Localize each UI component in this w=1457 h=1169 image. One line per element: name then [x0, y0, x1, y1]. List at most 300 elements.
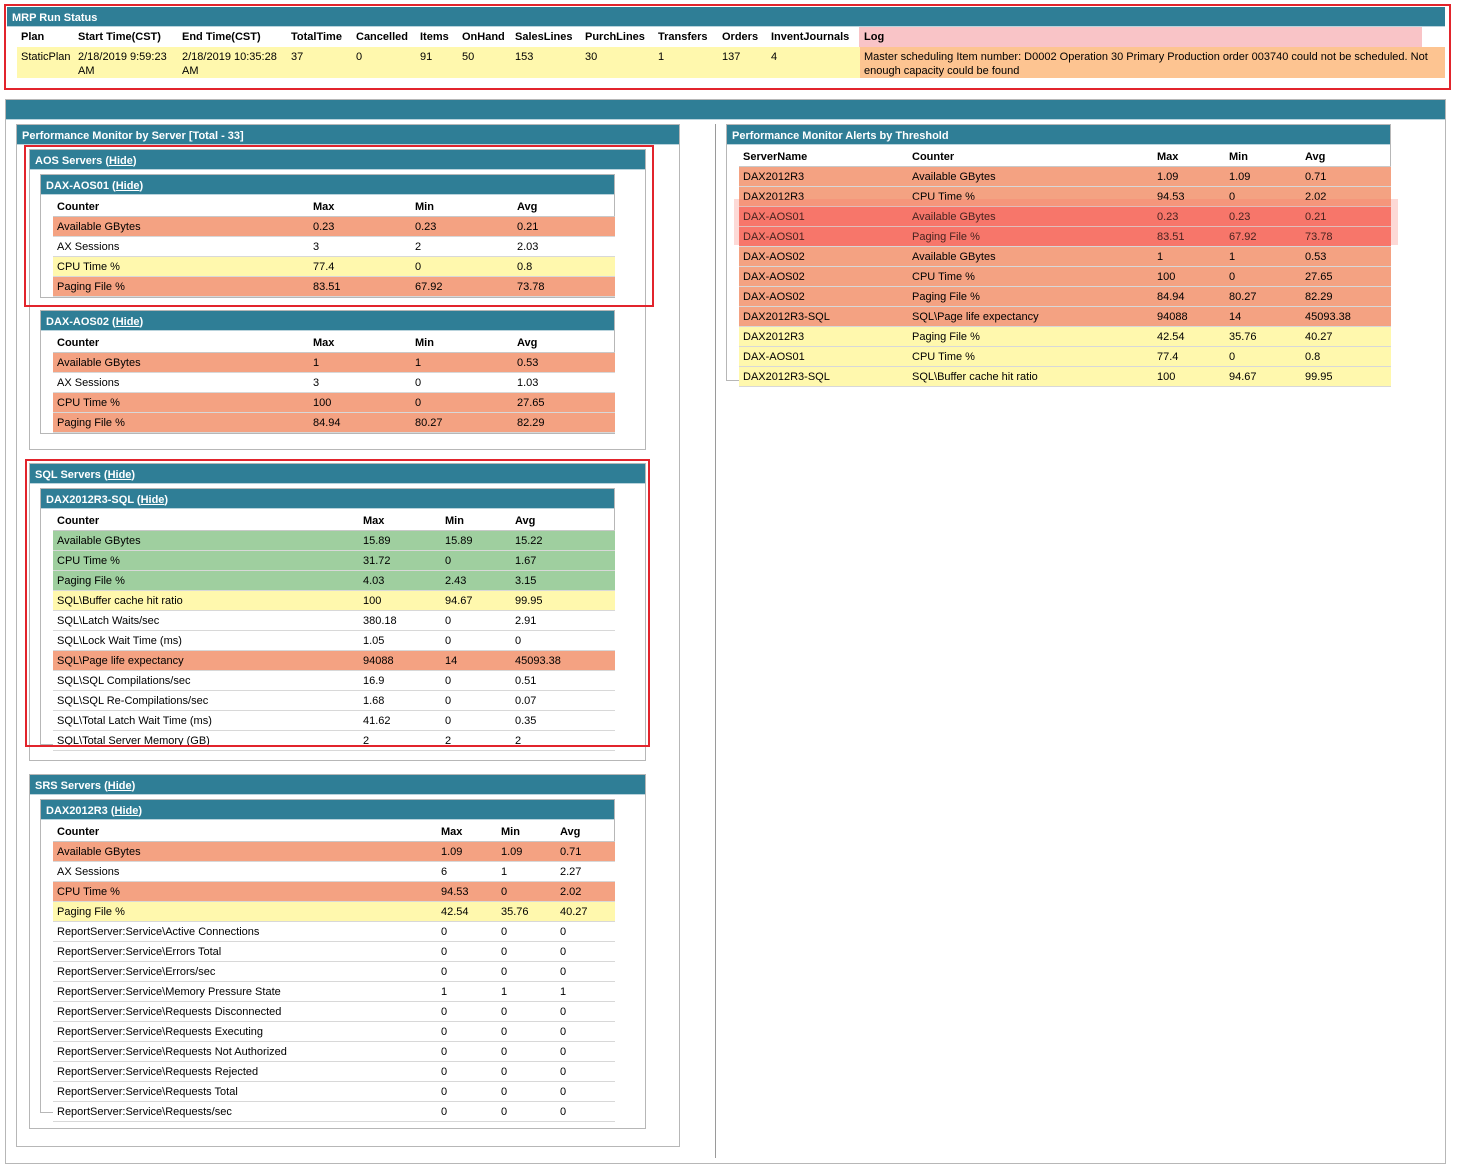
alerts-table: [739, 147, 1391, 387]
mrp-col-purchlines: PurchLines: [585, 31, 645, 43]
sql-cell-avg: 1.67: [511, 551, 615, 571]
mrp-data-row: [17, 47, 1445, 78]
srs-row-reportserver-service-requests-executing: [53, 1022, 615, 1042]
srs-cell-counter: ReportServer:Service\Requests/sec: [53, 1102, 437, 1122]
aos01-cell-max: 3: [309, 237, 411, 257]
alerts-title: Performance Monitor Alerts by Threshold: [732, 130, 949, 142]
alerts-cell-min: 94.67: [1225, 367, 1301, 387]
sql-cell-max: 31.72: [359, 551, 441, 571]
sql-row-sql-sql-compilations-sec: [53, 671, 615, 691]
sql-cell-min: 2.43: [441, 571, 511, 591]
sql-cell-counter: Available GBytes: [53, 531, 359, 551]
sql-cell-avg: 15.22: [511, 531, 615, 551]
srs-cell-avg: 0: [556, 962, 615, 982]
alerts-cell-max: 83.51: [1153, 227, 1225, 247]
srs-cell-min: 0: [497, 1102, 556, 1122]
alerts-row: [739, 367, 1391, 387]
srs-cell-min: 0: [497, 1082, 556, 1102]
mrp-col-inventjournals: InventJournals: [771, 31, 850, 43]
srs-cell-counter: CPU Time %: [53, 882, 437, 902]
srs-cell-min: 1: [497, 862, 556, 882]
mrp-col-transfers: Transfers: [658, 31, 708, 43]
sql-cell-max: 2: [359, 731, 441, 751]
sql-cell-counter: SQL\Page life expectancy: [53, 651, 359, 671]
alerts-cell-server: DAX2012R3: [739, 167, 908, 187]
sql-cell-min: 15.89: [441, 531, 511, 551]
aos02-row-cpu-time: [53, 393, 615, 413]
srs-row-ax-sessions: [53, 862, 615, 882]
mrp-cell-cancelled: 0: [352, 47, 416, 78]
alerts-cell-max: 1.09: [1153, 167, 1225, 187]
sql-cell-counter: SQL\SQL Re-Compilations/sec: [53, 691, 359, 711]
alerts-cell-counter: Paging File %: [908, 227, 1153, 247]
srs-cell-avg: 0.71: [556, 842, 615, 862]
mrp-col-saleslines: SalesLines: [515, 31, 573, 43]
sql-cell-min: 0: [441, 611, 511, 631]
alerts-cell-counter: CPU Time %: [908, 187, 1153, 207]
alerts-cell-max: 94088: [1153, 307, 1225, 327]
mrp-col-end-time: End Time(CST): [182, 31, 261, 43]
srs-counter-table: [53, 822, 615, 1122]
aos02-cell-avg: 1.03: [513, 373, 615, 393]
srs-cell-counter: Paging File %: [53, 902, 437, 922]
alerts-cell-min: 0: [1225, 347, 1301, 367]
srs-cell-max: 1.09: [437, 842, 497, 862]
sql-row-sql-latch-waits-sec: [53, 611, 615, 631]
sql-cell-max: 15.89: [359, 531, 441, 551]
sql-cell-min: 0: [441, 671, 511, 691]
mrp-cell-items: 91: [416, 47, 458, 78]
aos01-col-max: Max: [309, 197, 411, 217]
sql-cell-avg: 99.95: [511, 591, 615, 611]
perf-by-server-title: Performance Monitor by Server [Total - 33]: [22, 130, 244, 142]
sql-col-max: Max: [359, 511, 441, 531]
sql-server-name: DAX2012R3-SQL: [46, 494, 134, 506]
aos02-counter-table: [53, 333, 615, 433]
sql-row-sql-sql-re-compilations-sec: [53, 691, 615, 711]
alerts-cell-avg: 40.27: [1301, 327, 1391, 347]
sql-server-hide-link[interactable]: Hide: [140, 494, 165, 506]
srs-cell-max: 0: [437, 1062, 497, 1082]
sql-row-available-gbytes: [53, 531, 615, 551]
sql-cell-counter: SQL\SQL Compilations/sec: [53, 671, 359, 691]
srs-cell-min: 0: [497, 1022, 556, 1042]
srs-row-reportserver-service-requests-rejected: [53, 1062, 615, 1082]
srs-row-paging-file: [53, 902, 615, 922]
srs-cell-counter: ReportServer:Service\Requests Not Authorized: [53, 1042, 437, 1062]
aos-group-title: AOS Servers: [35, 155, 103, 167]
alerts-cell-max: 42.54: [1153, 327, 1225, 347]
alerts-cell-max: 100: [1153, 267, 1225, 287]
sql-cell-avg: 0.35: [511, 711, 615, 731]
sql-counter-table: [53, 511, 615, 751]
mrp-header-row: [17, 28, 1445, 47]
srs-group-hide-link[interactable]: Hide: [107, 780, 132, 792]
srs-cell-avg: 40.27: [556, 902, 615, 922]
aos02-row-paging-file: [53, 413, 615, 433]
mrp-cell-end-time: 2/18/2019 10:35:28 AM: [178, 47, 287, 78]
srs-cell-avg: 0: [556, 1042, 615, 1062]
aos02-server-block: [40, 310, 615, 434]
srs-cell-max: 0: [437, 1102, 497, 1122]
srs-cell-counter: ReportServer:Service\Requests Executing: [53, 1022, 437, 1042]
srs-col-max: Max: [437, 822, 497, 842]
aos01-cell-max: 0.23: [309, 217, 411, 237]
srs-cell-avg: 2.02: [556, 882, 615, 902]
alerts-cell-counter: SQL\Buffer cache hit ratio: [908, 367, 1153, 387]
sql-col-min: Min: [441, 511, 511, 531]
sql-cell-counter: SQL\Latch Waits/sec: [53, 611, 359, 631]
aos02-cell-max: 1: [309, 353, 411, 373]
alerts-cell-server: DAX-AOS01: [739, 347, 908, 367]
alerts-cell-min: 67.92: [1225, 227, 1301, 247]
aos02-cell-counter: Available GBytes: [53, 353, 309, 373]
sql-cell-max: 1.68: [359, 691, 441, 711]
srs-cell-max: 0: [437, 922, 497, 942]
mrp-col-total-time: TotalTime: [291, 31, 342, 43]
alerts-cell-avg: 0.8: [1301, 347, 1391, 367]
mrp-cell-transfers: 1: [654, 47, 718, 78]
alerts-cell-server: DAX2012R3: [739, 187, 908, 207]
alerts-row: [739, 347, 1391, 367]
aos01-cell-max: 77.4: [309, 257, 411, 277]
alerts-col-avg: Avg: [1301, 147, 1391, 167]
srs-cell-avg: 0: [556, 1002, 615, 1022]
aos01-row-available-gbytes: [53, 217, 615, 237]
mrp-col-onhand: OnHand: [462, 31, 505, 43]
alerts-cell-min: 1: [1225, 247, 1301, 267]
aos01-cell-min: 67.92: [411, 277, 513, 297]
srs-cell-counter: ReportServer:Service\Requests Total: [53, 1082, 437, 1102]
sql-cell-max: 41.62: [359, 711, 441, 731]
alerts-cell-avg: 82.29: [1301, 287, 1391, 307]
sql-cell-max: 1.05: [359, 631, 441, 651]
sql-cell-avg: 0: [511, 631, 615, 651]
aos02-cell-max: 3: [309, 373, 411, 393]
srs-cell-counter: ReportServer:Service\Errors/sec: [53, 962, 437, 982]
srs-cell-max: 0: [437, 1082, 497, 1102]
alerts-cell-avg: 0.21: [1301, 207, 1391, 227]
mrp-cell-orders: 137: [718, 47, 767, 78]
aos01-hide-link[interactable]: Hide: [115, 180, 140, 192]
mrp-col-log: Log: [864, 31, 885, 43]
aos02-title-bar: DAX-AOS02 (Hide): [41, 311, 614, 331]
aos02-cell-avg: 0.53: [513, 353, 615, 373]
sql-cell-min: 0: [441, 631, 511, 651]
alerts-cell-min: 0.23: [1225, 207, 1301, 227]
srs-row-reportserver-service-requests-not-authorized: [53, 1042, 615, 1062]
alerts-row: [739, 287, 1391, 307]
alerts-cell-server: DAX-AOS01: [739, 227, 908, 247]
mrp-section: [7, 7, 1445, 85]
srs-cell-max: 0: [437, 1022, 497, 1042]
alerts-header-row: [739, 147, 1391, 167]
alerts-col-max: Max: [1153, 147, 1225, 167]
srs-row-reportserver-service-requests-disconnected: [53, 1002, 615, 1022]
aos02-col-max: Max: [309, 333, 411, 353]
alerts-panel: [726, 124, 1391, 381]
alerts-cell-server: DAX2012R3: [739, 327, 908, 347]
alerts-row: [739, 307, 1391, 327]
srs-cell-counter: ReportServer:Service\Active Connections: [53, 922, 437, 942]
sql-cell-avg: 2.91: [511, 611, 615, 631]
srs-col-counter: Counter: [53, 822, 437, 842]
srs-group-title-bar: SRS Servers (Hide): [30, 775, 645, 795]
aos02-hide-link[interactable]: Hide: [115, 316, 140, 328]
alerts-cell-server: DAX-AOS01: [739, 207, 908, 227]
srs-col-min: Min: [497, 822, 556, 842]
alerts-cell-counter: Available GBytes: [908, 167, 1153, 187]
mrp-col-cancelled: Cancelled: [356, 31, 408, 43]
mrp-col-start-time: Start Time(CST): [78, 31, 161, 43]
srs-group-title: SRS Servers: [35, 780, 102, 792]
aos02-cell-counter: CPU Time %: [53, 393, 309, 413]
mrp-cell-total-time: 37: [287, 47, 352, 78]
srs-row-cpu-time: [53, 882, 615, 902]
srs-cell-max: 94.53: [437, 882, 497, 902]
srs-cell-counter: ReportServer:Service\Memory Pressure State: [53, 982, 437, 1002]
alerts-cell-max: 1: [1153, 247, 1225, 267]
alerts-cell-min: 0: [1225, 267, 1301, 287]
alerts-cell-avg: 0.53: [1301, 247, 1391, 267]
sql-cell-counter: Paging File %: [53, 571, 359, 591]
sql-cell-min: 14: [441, 651, 511, 671]
sql-row-sql-total-server-memory-gb: [53, 731, 615, 751]
aos01-title-bar: DAX-AOS01 (Hide): [41, 175, 614, 195]
srs-cell-min: 0: [497, 1002, 556, 1022]
sql-server-title-bar: DAX2012R3-SQL (Hide): [41, 489, 614, 509]
sql-cell-avg: 3.15: [511, 571, 615, 591]
alerts-cell-min: 35.76: [1225, 327, 1301, 347]
srs-cell-min: 0: [497, 942, 556, 962]
aos01-cell-avg: 0.8: [513, 257, 615, 277]
srs-cell-counter: ReportServer:Service\Errors Total: [53, 942, 437, 962]
aos01-cell-counter: AX Sessions: [53, 237, 309, 257]
srs-server-title-bar: DAX2012R3 (Hide): [41, 800, 614, 820]
aos01-counter-table: [53, 197, 615, 297]
alerts-row: [739, 227, 1391, 247]
alerts-cell-counter: Available GBytes: [908, 207, 1153, 227]
main-title-bar: [6, 100, 1445, 120]
srs-cell-min: 1: [497, 982, 556, 1002]
sql-cell-counter: CPU Time %: [53, 551, 359, 571]
aos01-server-block: [40, 174, 615, 298]
aos01-cell-min: 2: [411, 237, 513, 257]
srs-col-avg: Avg: [556, 822, 615, 842]
aos01-cell-min: 0: [411, 257, 513, 277]
aos01-header-row: [53, 197, 615, 217]
srs-row-reportserver-service-requests-sec: [53, 1102, 615, 1122]
alerts-cell-min: 0: [1225, 187, 1301, 207]
aos-group-hide-link[interactable]: Hide: [109, 155, 133, 167]
alerts-cell-max: 100: [1153, 367, 1225, 387]
alerts-cell-avg: 45093.38: [1301, 307, 1391, 327]
aos02-cell-counter: Paging File %: [53, 413, 309, 433]
aos02-cell-counter: AX Sessions: [53, 373, 309, 393]
sql-cell-max: 4.03: [359, 571, 441, 591]
srs-row-reportserver-service-errors-sec: [53, 962, 615, 982]
sql-server-block: [40, 488, 615, 745]
mrp-col-items: Items: [420, 31, 449, 43]
alerts-cell-avg: 99.95: [1301, 367, 1391, 387]
aos02-cell-avg: 27.65: [513, 393, 615, 413]
sql-cell-min: 94.67: [441, 591, 511, 611]
srs-cell-avg: 0: [556, 922, 615, 942]
aos01-cell-min: 0.23: [411, 217, 513, 237]
srs-server-block: [40, 799, 615, 1118]
alerts-cell-counter: Available GBytes: [908, 247, 1153, 267]
aos01-row-ax-sessions: [53, 237, 615, 257]
sql-cell-max: 380.18: [359, 611, 441, 631]
srs-cell-avg: 2.27: [556, 862, 615, 882]
sql-group-title: SQL Servers: [35, 469, 101, 481]
sql-cell-max: 94088: [359, 651, 441, 671]
sql-cell-min: 0: [441, 551, 511, 571]
srs-header-row: [53, 822, 615, 842]
srs-cell-counter: AX Sessions: [53, 862, 437, 882]
mrp-col-plan: Plan: [21, 31, 45, 43]
srs-cell-max: 0: [437, 1002, 497, 1022]
alerts-cell-server: DAX-AOS02: [739, 267, 908, 287]
srs-cell-avg: 0: [556, 1102, 615, 1122]
aos02-col-avg: Avg: [513, 333, 615, 353]
aos01-col-min: Min: [411, 197, 513, 217]
aos02-cell-avg: 82.29: [513, 413, 615, 433]
srs-cell-min: 0: [497, 1042, 556, 1062]
aos-group-title-bar: AOS Servers (Hide): [30, 150, 645, 170]
mrp-cell-start-time: 2/18/2019 9:59:23 AM: [74, 47, 178, 78]
sql-cell-min: 2: [441, 731, 511, 751]
alerts-cell-min: 80.27: [1225, 287, 1301, 307]
srs-row-available-gbytes: [53, 842, 615, 862]
aos02-col-counter: Counter: [53, 333, 309, 353]
aos02-cell-min: 80.27: [411, 413, 513, 433]
alerts-cell-max: 0.23: [1153, 207, 1225, 227]
alerts-col-servername: ServerName: [739, 147, 908, 167]
sql-cell-avg: 45093.38: [511, 651, 615, 671]
srs-cell-max: 42.54: [437, 902, 497, 922]
srs-cell-min: 0: [497, 962, 556, 982]
column-divider: [715, 124, 716, 1158]
alerts-row: [739, 267, 1391, 287]
srs-cell-counter: Available GBytes: [53, 842, 437, 862]
aos02-cell-min: 1: [411, 353, 513, 373]
aos02-server-name: DAX-AOS02: [46, 316, 109, 328]
mrp-cell-inventjournals: 4: [767, 47, 860, 78]
alerts-cell-counter: Paging File %: [908, 327, 1153, 347]
mrp-cell-log: Master scheduling Item number: D0002 Operation 30 Primary Production order 003740 could not be scheduled. Not enough capacity could be found: [860, 47, 1445, 78]
srs-cell-min: 35.76: [497, 902, 556, 922]
aos02-header-row: [53, 333, 615, 353]
perf-by-server-title-bar: [17, 125, 679, 145]
mrp-col-orders: Orders: [722, 31, 759, 43]
alerts-title-bar: [727, 125, 1390, 145]
sql-group-title-bar: SQL Servers (Hide): [30, 464, 645, 484]
srs-cell-max: 0: [437, 1042, 497, 1062]
sql-row-sql-lock-wait-time-ms: [53, 631, 615, 651]
alerts-cell-max: 77.4: [1153, 347, 1225, 367]
sql-header-row: [53, 511, 615, 531]
aos02-row-available-gbytes: [53, 353, 615, 373]
sql-cell-counter: SQL\Total Server Memory (GB): [53, 731, 359, 751]
sql-row-sql-page-life-expectancy: [53, 651, 615, 671]
sql-cell-avg: 2: [511, 731, 615, 751]
mrp-table: [17, 28, 1445, 78]
alerts-cell-counter: CPU Time %: [908, 267, 1153, 287]
alerts-cell-counter: SQL\Page life expectancy: [908, 307, 1153, 327]
mrp-cell-plan: StaticPlan: [17, 47, 74, 78]
mrp-title-bar: [7, 7, 1445, 27]
aos01-cell-counter: Available GBytes: [53, 217, 309, 237]
sql-cell-min: 0: [441, 691, 511, 711]
alerts-row: [739, 207, 1391, 227]
sql-cell-avg: 0.51: [511, 671, 615, 691]
alerts-cell-server: DAX2012R3-SQL: [739, 367, 908, 387]
aos01-cell-max: 83.51: [309, 277, 411, 297]
srs-row-reportserver-service-active-connections: [53, 922, 615, 942]
alerts-cell-server: DAX-AOS02: [739, 287, 908, 307]
mrp-cell-saleslines: 153: [511, 47, 581, 78]
alerts-row: [739, 247, 1391, 267]
srs-cell-max: 6: [437, 862, 497, 882]
alerts-cell-counter: Paging File %: [908, 287, 1153, 307]
mrp-title: MRP Run Status: [12, 12, 98, 24]
alerts-cell-avg: 73.78: [1301, 227, 1391, 247]
alerts-cell-server: DAX2012R3-SQL: [739, 307, 908, 327]
sql-cell-counter: SQL\Total Latch Wait Time (ms): [53, 711, 359, 731]
mrp-cell-onhand: 50: [458, 47, 511, 78]
aos02-col-min: Min: [411, 333, 513, 353]
aos02-cell-min: 0: [411, 393, 513, 413]
alerts-cell-min: 1.09: [1225, 167, 1301, 187]
alerts-col-min: Min: [1225, 147, 1301, 167]
srs-server-hide-link[interactable]: Hide: [114, 805, 139, 817]
srs-cell-counter: ReportServer:Service\Requests Rejected: [53, 1062, 437, 1082]
alerts-col-counter: Counter: [908, 147, 1153, 167]
srs-cell-min: 0: [497, 882, 556, 902]
sql-row-sql-buffer-cache-hit-ratio: [53, 591, 615, 611]
srs-cell-max: 1: [437, 982, 497, 1002]
sql-group-hide-link[interactable]: Hide: [107, 469, 132, 481]
sql-row-sql-total-latch-wait-time-ms: [53, 711, 615, 731]
aos02-cell-max: 84.94: [309, 413, 411, 433]
srs-cell-max: 0: [437, 942, 497, 962]
srs-row-reportserver-service-memory-pressure-state: [53, 982, 615, 1002]
alerts-row: [739, 327, 1391, 347]
aos02-row-ax-sessions: [53, 373, 615, 393]
alerts-row: [739, 167, 1391, 187]
aos01-cell-avg: 0.21: [513, 217, 615, 237]
aos01-cell-avg: 73.78: [513, 277, 615, 297]
srs-cell-avg: 1: [556, 982, 615, 1002]
alerts-cell-server: DAX-AOS02: [739, 247, 908, 267]
aos01-col-counter: Counter: [53, 197, 309, 217]
sql-cell-max: 100: [359, 591, 441, 611]
sql-row-cpu-time: [53, 551, 615, 571]
srs-row-reportserver-service-errors-total: [53, 942, 615, 962]
sql-cell-avg: 0.07: [511, 691, 615, 711]
aos01-cell-counter: CPU Time %: [53, 257, 309, 277]
srs-row-reportserver-service-requests-total: [53, 1082, 615, 1102]
srs-cell-min: 0: [497, 1062, 556, 1082]
srs-server-name: DAX2012R3: [46, 805, 108, 817]
aos02-cell-max: 100: [309, 393, 411, 413]
mrp-cell-purchlines: 30: [581, 47, 654, 78]
srs-cell-avg: 0: [556, 1062, 615, 1082]
aos02-cell-min: 0: [411, 373, 513, 393]
srs-cell-avg: 0: [556, 942, 615, 962]
srs-cell-max: 0: [437, 962, 497, 982]
